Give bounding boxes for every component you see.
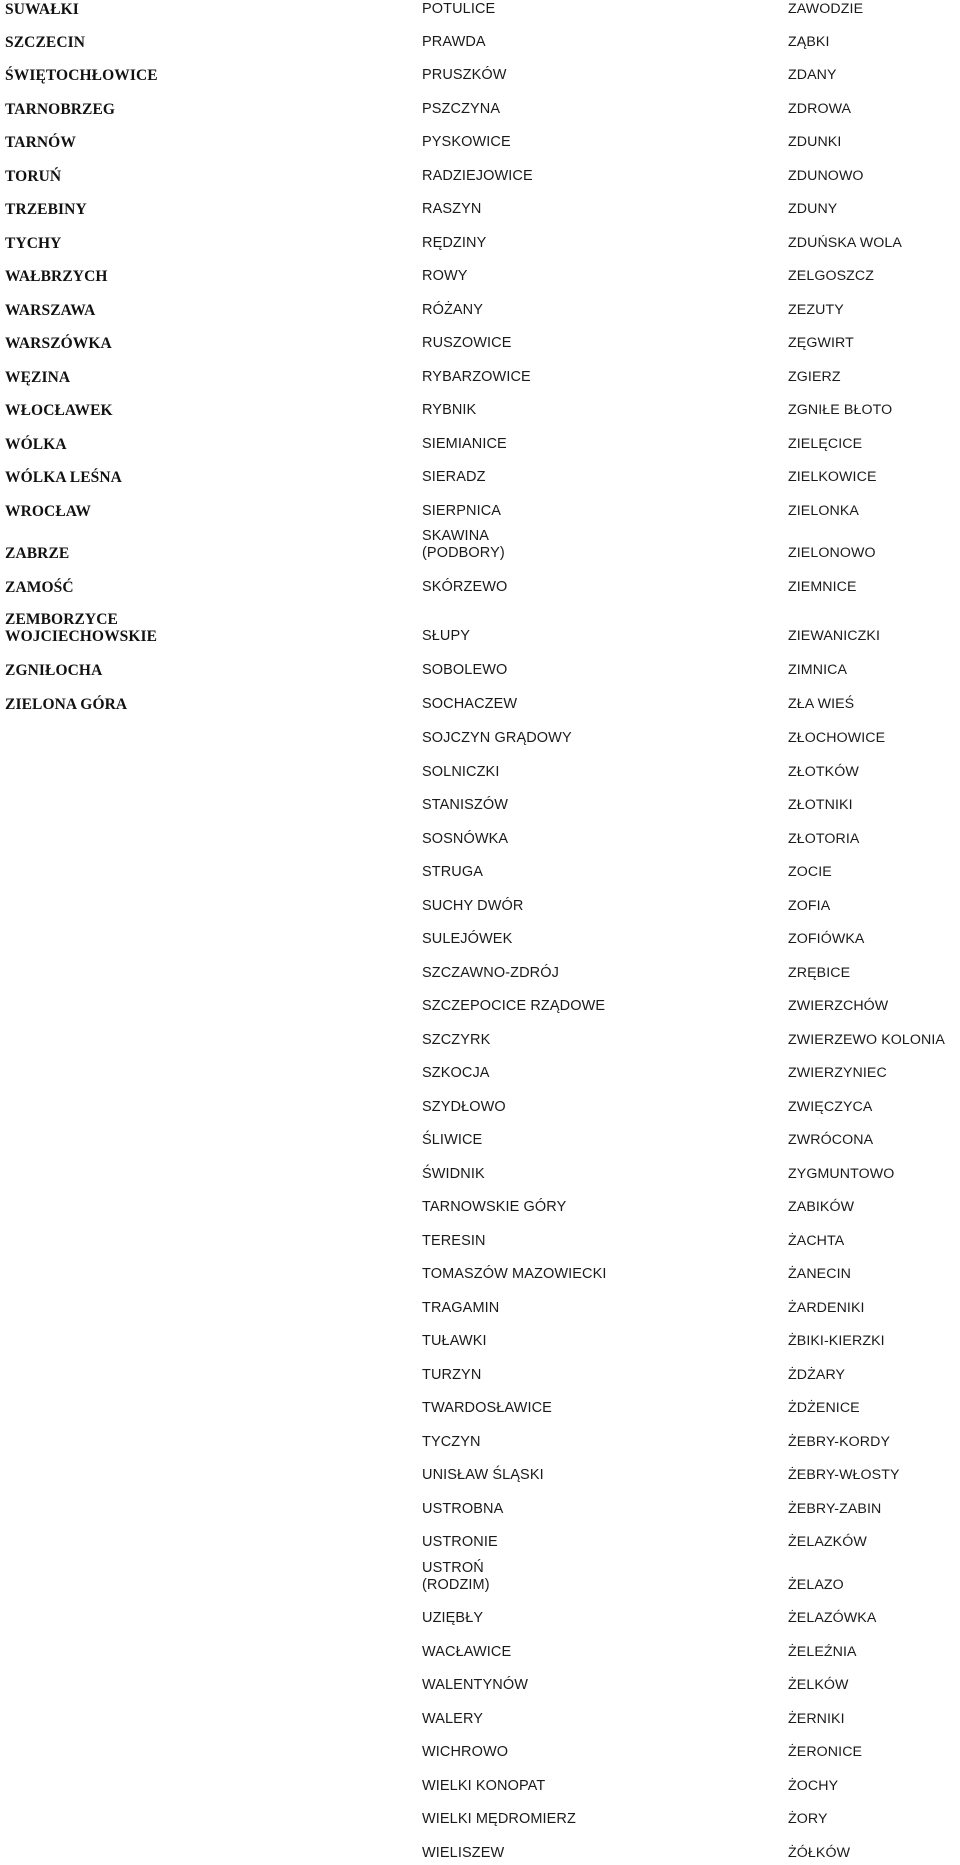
place-name: ZDUŃSKA WOLA: [788, 235, 902, 251]
place-name: WÓLKA LEŚNA: [5, 469, 122, 486]
place-name: ZŁA WIEŚ: [788, 696, 855, 712]
place-name: SZCZAWNO-ZDRÓJ: [422, 965, 559, 981]
place-name: SKAWINA (PODBORY): [422, 528, 505, 561]
place-name: SZCZEPOCICE RZĄDOWE: [422, 998, 606, 1014]
place-name: PRAWDA: [422, 34, 486, 50]
place-name: ZOFIÓWKA: [788, 931, 865, 947]
place-name: WIELKI KONOPAT: [422, 1778, 546, 1794]
place-name: ZŁOTORIA: [788, 831, 860, 847]
place-name: ŻORY: [788, 1811, 828, 1827]
place-name: ZYGMUNTOWO: [788, 1166, 895, 1182]
place-name: ŻBIKI-KIERZKI: [788, 1333, 885, 1349]
place-name: TYCHY: [5, 235, 62, 252]
place-name: ŻERONICE: [788, 1744, 863, 1760]
place-name: SIERADZ: [422, 469, 486, 485]
place-name: ŻELEŹNIA: [788, 1644, 857, 1660]
place-name: ZIEWANICZKI: [788, 628, 881, 644]
place-name: ZELGOSZCZ: [788, 268, 875, 284]
place-name: ZWIERZEWO KOLONIA: [788, 1032, 945, 1048]
place-name: ZGNIŁE BŁOTO: [788, 402, 893, 418]
place-name: ŻELKÓW: [788, 1677, 849, 1693]
place-name: ZWIĘCZYCA: [788, 1099, 873, 1115]
place-name: SUCHY DWÓR: [422, 898, 524, 914]
place-name: TARNÓW: [5, 134, 76, 151]
place-name: WÓLKA: [5, 436, 67, 453]
place-name: ZIELĘCICE: [788, 436, 863, 452]
place-name: ŻANECIN: [788, 1266, 851, 1282]
place-name: ZDUNY: [788, 201, 838, 217]
place-name: ZOCIE: [788, 864, 832, 880]
place-name: WAŁBRZYCH: [5, 268, 108, 285]
place-name: UNISŁAW ŚLĄSKI: [422, 1467, 544, 1483]
place-name: TORUŃ: [5, 168, 62, 185]
place-name: ŻACHTA: [788, 1233, 845, 1249]
place-name: SOCHACZEW: [422, 696, 518, 712]
place-name: SKÓRZEWO: [422, 579, 508, 595]
place-name: SZCZYRK: [422, 1032, 491, 1048]
place-name: WROCŁAW: [5, 503, 91, 520]
place-name: WĘZINA: [5, 369, 71, 386]
place-name: RÓŻANY: [422, 302, 484, 318]
place-name: SZYDŁOWO: [422, 1099, 506, 1115]
place-name: STRUGA: [422, 864, 484, 880]
place-name: ŻOCHY: [788, 1778, 839, 1794]
place-name: ŚLIWICE: [422, 1132, 483, 1148]
place-name: WŁOCŁAWEK: [5, 402, 113, 419]
place-name: USTROŃ (RODZIM): [422, 1560, 490, 1593]
place-name: ŻDŻENICE: [788, 1400, 860, 1416]
place-name: SZCZECIN: [5, 34, 86, 51]
place-name: SOBOLEWO: [422, 662, 508, 678]
place-name: ŻEBRY-WŁOSTY: [788, 1467, 900, 1483]
place-name: ZIEMNICE: [788, 579, 857, 595]
place-name: RYBARZOWICE: [422, 369, 531, 385]
place-name: ROWY: [422, 268, 468, 284]
place-name: ZIELONOWO: [788, 545, 876, 561]
place-name: ŻDŻARY: [788, 1367, 846, 1383]
place-name: SŁUPY: [422, 628, 471, 644]
place-name: ZDUNOWO: [788, 168, 864, 184]
place-name: TARNOBRZEG: [5, 101, 116, 118]
place-name: WACŁAWICE: [422, 1644, 512, 1660]
place-name: ŻÓŁKÓW: [788, 1845, 851, 1861]
place-name: STANISZÓW: [422, 797, 509, 813]
place-name: ŻELAZÓWKA: [788, 1610, 877, 1626]
place-name: ZIELKOWICE: [788, 469, 877, 485]
place-name: ZABRZE: [5, 545, 70, 562]
place-name: ZWIERZCHÓW: [788, 998, 889, 1014]
place-name: SOJCZYN GRĄDOWY: [422, 730, 572, 746]
place-name: RUSZOWICE: [422, 335, 512, 351]
place-name: WALERY: [422, 1711, 484, 1727]
place-name: SZKOCJA: [422, 1065, 490, 1081]
place-name: ZDANY: [788, 67, 837, 83]
place-name: TYCZYN: [422, 1434, 481, 1450]
place-name: SIERPNICA: [422, 503, 502, 519]
place-name: PRUSZKÓW: [422, 67, 507, 83]
place-name: ŻERNIKI: [788, 1711, 845, 1727]
place-name: ZEZUTY: [788, 302, 844, 318]
place-name: ZIMNICA: [788, 662, 848, 678]
place-name: ZŁOTNIKI: [788, 797, 853, 813]
place-name: TRZEBINY: [5, 201, 87, 218]
place-name: WIELISZEW: [422, 1845, 505, 1861]
place-name: ZABIKÓW: [788, 1199, 855, 1215]
place-name: ZWRÓCONA: [788, 1132, 874, 1148]
place-name: WICHROWO: [422, 1744, 509, 1760]
place-name: UZIĘBŁY: [422, 1610, 484, 1626]
place-name: ZŁOTKÓW: [788, 764, 859, 780]
place-name: TWARDOSŁAWICE: [422, 1400, 552, 1416]
place-name: SUWAŁKI: [5, 1, 79, 18]
place-name: ŻARDENIKI: [788, 1300, 865, 1316]
place-name: WIELKI MĘDROMIERZ: [422, 1811, 576, 1827]
place-name: ZDROWA: [788, 101, 852, 117]
place-name: ZDUNKI: [788, 134, 842, 150]
place-name: SOLNICZKI: [422, 764, 500, 780]
place-name: ŚWIĘTOCHŁOWICE: [5, 67, 158, 84]
place-name: ZĘGWIRT: [788, 335, 854, 351]
place-name: ZĄBKI: [788, 34, 830, 50]
place-name: ZOFIA: [788, 898, 831, 914]
place-name: SULEJÓWEK: [422, 931, 513, 947]
place-name: SOSNÓWKA: [422, 831, 509, 847]
place-name: ŻELAZO: [788, 1577, 844, 1593]
place-name: TOMASZÓW MAZOWIECKI: [422, 1266, 607, 1282]
place-name: ZRĘBICE: [788, 965, 851, 981]
place-name: ZWIERZYNIEC: [788, 1065, 887, 1081]
place-name: ŻELAZKÓW: [788, 1534, 867, 1550]
place-name: TURZYN: [422, 1367, 482, 1383]
place-name: RADZIEJOWICE: [422, 168, 533, 184]
place-name: PSZCZYNA: [422, 101, 501, 117]
place-name: POTULICE: [422, 1, 496, 17]
place-name: USTRONIE: [422, 1534, 498, 1550]
place-name: PYSKOWICE: [422, 134, 511, 150]
place-name: ZIELONA GÓRA: [5, 696, 128, 713]
place-name: RĘDZINY: [422, 235, 487, 251]
place-name: WARSZAWA: [5, 302, 96, 319]
place-name: WARSZÓWKA: [5, 335, 112, 352]
place-name: ZAMOŚĆ: [5, 579, 74, 596]
place-name: ZIELONKA: [788, 503, 859, 519]
place-name: ZGNIŁOCHA: [5, 662, 103, 679]
place-name: ŻEBRY-ZABIN: [788, 1501, 882, 1517]
place-name: USTROBNA: [422, 1501, 504, 1517]
place-name: TUŁAWKI: [422, 1333, 487, 1349]
place-name: TARNOWSKIE GÓRY: [422, 1199, 567, 1215]
place-name: TERESIN: [422, 1233, 486, 1249]
place-name: ŻEBRY-KORDY: [788, 1434, 891, 1450]
place-name: WALENTYNÓW: [422, 1677, 528, 1693]
place-name: ZGIERZ: [788, 369, 841, 385]
place-name: SIEMIANICE: [422, 436, 507, 452]
place-name: ZAWODZIE: [788, 1, 864, 17]
place-name: ZEMBORZYCE WOJCIECHOWSKIE: [5, 611, 158, 645]
place-name: ŚWIDNIK: [422, 1166, 485, 1182]
place-name: RASZYN: [422, 201, 482, 217]
place-name: ZŁOCHOWICE: [788, 730, 886, 746]
place-name: TRAGAMIN: [422, 1300, 500, 1316]
place-name: RYBNIK: [422, 402, 477, 418]
